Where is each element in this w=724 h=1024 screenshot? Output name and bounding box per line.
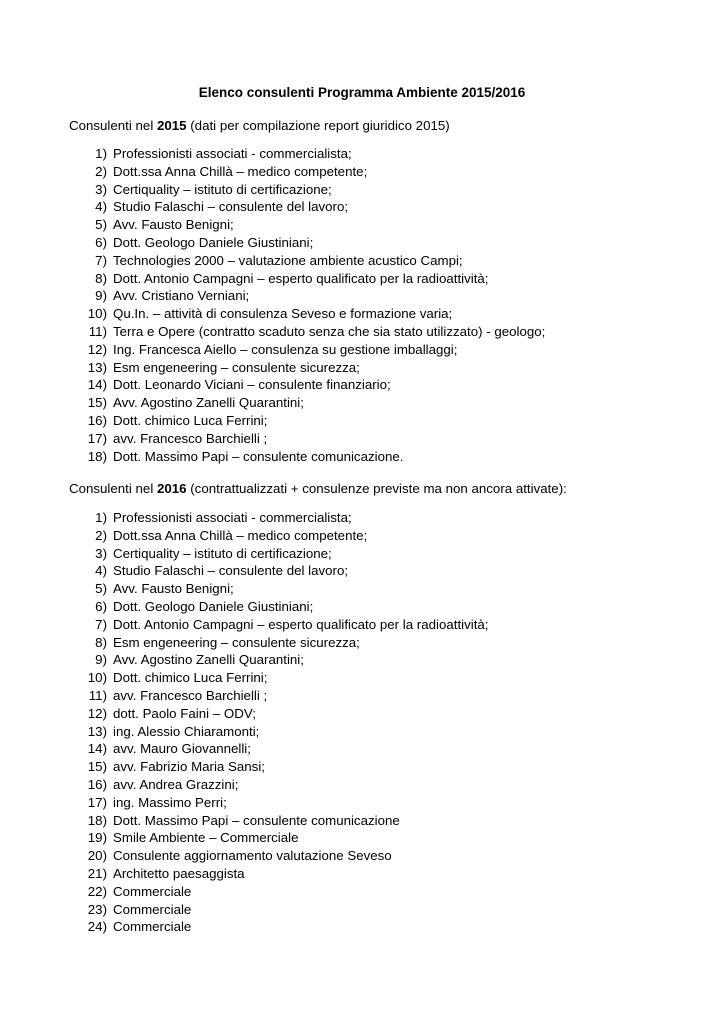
- list-item-number: 17): [87, 430, 107, 446]
- list-item-number: 6): [95, 234, 107, 250]
- list-item-number: 12): [87, 341, 107, 357]
- list-item-number: 18): [87, 812, 107, 828]
- list-item-text: Dott. Antonio Campagni – esperto qualificato per la radioattività;: [113, 270, 489, 286]
- list-item-number: 16): [87, 776, 107, 792]
- list-item-number: 20): [87, 848, 107, 864]
- list-item-number: 11): [88, 687, 107, 703]
- list-item-text: Dott. Massimo Papi – consulente comunicazione.: [113, 448, 404, 464]
- list-item-text: avv. Francesco Barchielli ;: [113, 430, 268, 446]
- list-item-number: 15): [87, 395, 107, 411]
- list-item-number: 10): [87, 306, 107, 322]
- list-item-number: 14): [87, 377, 107, 393]
- list-item-number: 4): [95, 199, 107, 215]
- list-item-number: 4): [95, 563, 107, 579]
- list-item-number: 1): [95, 510, 107, 525]
- list-item-text: dott. Paolo Faini – ODV;: [113, 705, 256, 721]
- list-item-text: Avv. Agostino Zanelli Quarantini;: [113, 395, 304, 411]
- list-item-text: Professionisti associati - commercialista;: [113, 510, 352, 525]
- list-item-text: ing. Alessio Chiaramonti;: [113, 723, 260, 739]
- section-heading-2016: [69, 480, 567, 498]
- list-item-number: 13): [87, 723, 107, 739]
- list-item-text: Dott.ssa Anna Chillà – medico competente;: [113, 163, 368, 179]
- section-heading-prefix: Consulenti nel: [69, 481, 157, 496]
- list-item-text: Avv. Agostino Zanelli Quarantini;: [113, 652, 304, 668]
- list-item-text: Dott. Leonardo Viciani – consulente finanziario;: [113, 377, 391, 393]
- list-item-number: 8): [95, 634, 107, 650]
- list-item-text: Avv. Fausto Benigni;: [113, 217, 234, 233]
- list-item-number: 24): [87, 919, 107, 935]
- list-item-text: Dott. chimico Luca Ferrini;: [113, 412, 268, 428]
- list-item-number: 9): [95, 652, 107, 668]
- list-item-text: Certiquality – istituto di certificazione;: [113, 545, 332, 561]
- section-heading-suffix: (dati per compilazione report giuridico 2015): [186, 118, 450, 133]
- list-item-text: avv. Andrea Grazzini;: [113, 776, 239, 792]
- list-item-text: Studio Falaschi – consulente del lavoro;: [113, 199, 349, 215]
- list-item-text: Commerciale: [113, 901, 192, 917]
- list-item-text: avv. Fabrizio Maria Sansi;: [113, 759, 265, 775]
- list-item-number: 9): [95, 288, 107, 304]
- list-item-number: 7): [95, 252, 107, 268]
- list-item-number: 2): [95, 527, 107, 543]
- list-item-text: Dott.ssa Anna Chillà – medico competente;: [113, 527, 368, 543]
- list-item-number: 11): [88, 323, 107, 339]
- list-item-number: 3): [95, 545, 107, 561]
- list-item-text: ing. Massimo Perri;: [113, 794, 227, 810]
- list-item-number: 5): [95, 581, 107, 597]
- document-title: Elenco consulenti Programma Ambiente 2015/2016: [198, 85, 526, 100]
- list-item-number: 14): [87, 741, 107, 757]
- list-item-number: 15): [87, 759, 107, 775]
- list-item-number: 23): [87, 901, 107, 917]
- list-item-text: Certiquality – istituto di certificazione;: [113, 181, 332, 197]
- list-item-text: Dott. Geologo Daniele Giustiniani;: [113, 234, 314, 250]
- section-heading-2015: [69, 117, 450, 135]
- list-item-number: 7): [95, 616, 107, 632]
- list-item-number: 10): [87, 670, 107, 686]
- list-item-text: Commerciale: [113, 883, 192, 899]
- list-item-number: 16): [87, 412, 107, 428]
- list-item-text: Dott. chimico Luca Ferrini;: [113, 670, 268, 686]
- list-item-text: avv. Mauro Giovannelli;: [113, 741, 251, 757]
- list-item-number: 3): [95, 181, 107, 197]
- list-item-text: Consulente aggiornamento valutazione Seveso: [113, 848, 392, 864]
- list-item-number: 6): [95, 598, 107, 614]
- section-year: 2016: [156, 481, 187, 496]
- list-item-text: Esm engeneering – consulente sicurezza;: [113, 634, 360, 650]
- list-item-text: Avv. Cristiano Verniani;: [113, 288, 250, 304]
- list-item-number: 19): [87, 830, 107, 846]
- list-item-number: 18): [87, 448, 107, 464]
- list-item-text: Professionisti associati - commercialista;: [113, 146, 352, 161]
- list-item-number: 12): [87, 705, 107, 721]
- list-item-text: Dott. Geologo Daniele Giustiniani;: [113, 598, 314, 614]
- list-item-number: 22): [87, 883, 107, 899]
- section-heading-suffix: (contrattualizzati + consulenze previste ma non ancora attivate):: [186, 481, 567, 496]
- list-item-text: Dott. Antonio Campagni – esperto qualificato per la radioattività;: [113, 616, 489, 632]
- list-item-number: 5): [95, 217, 107, 233]
- list-item-number: 1): [95, 146, 107, 161]
- list-item-text: Studio Falaschi – consulente del lavoro;: [113, 563, 349, 579]
- list-item-text: Technologies 2000 – valutazione ambiente acustico Campi;: [113, 252, 463, 268]
- list-item-text: Qu.In. – attività di consulenza Seveso e formazione varia;: [113, 306, 453, 322]
- list-item-text: Terra e Opere (contratto scaduto senza che sia stato utilizzato) - geologo;: [113, 323, 546, 339]
- list-item-text: Commerciale: [113, 919, 192, 935]
- list-item-number: 8): [95, 270, 107, 286]
- list-item-number: 17): [87, 794, 107, 810]
- list-item-text: Ing. Francesca Aiello – consulenza su gestione imballaggi;: [113, 341, 458, 357]
- list-item-number: 2): [95, 163, 107, 179]
- list-item-text: Avv. Fausto Benigni;: [113, 581, 234, 597]
- list-item-text: Dott. Massimo Papi – consulente comunicazione: [113, 812, 400, 828]
- list-item-number: 13): [87, 359, 107, 375]
- list-item-text: Architetto paesaggista: [113, 865, 245, 881]
- list-item-text: avv. Francesco Barchielli ;: [113, 687, 268, 703]
- section-year: 2015: [156, 118, 187, 133]
- section-heading-prefix: Consulenti nel: [69, 118, 157, 133]
- list-item-number: 21): [87, 865, 107, 881]
- list-item-text: Esm engeneering – consulente sicurezza;: [113, 359, 360, 375]
- list-item-text: Smile Ambiente – Commerciale: [113, 830, 299, 846]
